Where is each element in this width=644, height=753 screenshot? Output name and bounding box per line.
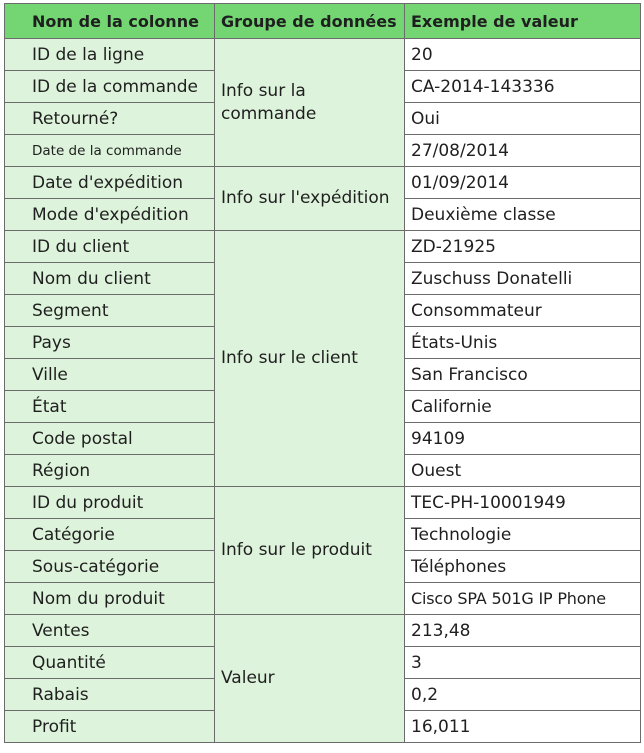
data-group-cell: Info sur le produit — [215, 487, 405, 615]
example-value-cell: Deuxième classe — [405, 199, 641, 231]
data-dictionary-table — [4, 3, 641, 743]
column-name-cell: Sous-catégorie — [5, 551, 215, 583]
column-name-cell: Date d'expédition — [5, 167, 215, 199]
example-value-cell: 94109 — [405, 423, 641, 455]
example-value-cell: Zuschuss Donatelli — [405, 263, 641, 295]
data-group-cell: Info sur la commande — [215, 39, 405, 167]
data-dictionary-table-container — [4, 3, 641, 743]
column-name-cell: Ville — [5, 359, 215, 391]
table-row — [5, 487, 641, 519]
column-name-cell: Rabais — [5, 679, 215, 711]
table-row — [5, 39, 641, 71]
example-value-cell: 3 — [405, 647, 641, 679]
example-value-cell: 27/08/2014 — [405, 135, 641, 167]
column-name-cell: Segment — [5, 295, 215, 327]
example-value-cell: 213,48 — [405, 615, 641, 647]
column-name-cell: Nom du client — [5, 263, 215, 295]
header-example-value: Exemple de valeur — [405, 4, 641, 39]
column-name-cell: Catégorie — [5, 519, 215, 551]
column-name-cell: Quantité — [5, 647, 215, 679]
column-name-cell: Retourné? — [5, 103, 215, 135]
column-name-cell: État — [5, 391, 215, 423]
column-name-cell: ID du produit — [5, 487, 215, 519]
data-group-cell: Info sur le client — [215, 231, 405, 487]
example-value-cell: Téléphones — [405, 551, 641, 583]
column-name-cell: ID de la commande — [5, 71, 215, 103]
example-value-cell: 20 — [405, 39, 641, 71]
table-row — [5, 615, 641, 647]
example-value-cell: 0,2 — [405, 679, 641, 711]
example-value-cell: Oui — [405, 103, 641, 135]
column-name-cell: ID de la ligne — [5, 39, 215, 71]
example-value-cell: Californie — [405, 391, 641, 423]
example-value-cell: Technologie — [405, 519, 641, 551]
example-value-cell: TEC-PH-10001949 — [405, 487, 641, 519]
column-name-cell: Profit — [5, 711, 215, 743]
example-value-cell: San Francisco — [405, 359, 641, 391]
example-value-cell: CA-2014-143336 — [405, 71, 641, 103]
header-row — [5, 4, 641, 39]
column-name-cell: Nom du produit — [5, 583, 215, 615]
example-value-cell: Cisco SPA 501G IP Phone — [405, 583, 641, 615]
column-name-cell: ID du client — [5, 231, 215, 263]
data-group-cell: Valeur — [215, 615, 405, 743]
example-value-cell: États-Unis — [405, 327, 641, 359]
example-value-cell: Consommateur — [405, 295, 641, 327]
data-group-cell: Info sur l'expédition — [215, 167, 405, 231]
column-name-cell: Date de la commande — [5, 135, 215, 167]
example-value-cell: 01/09/2014 — [405, 167, 641, 199]
column-name-cell: Ventes — [5, 615, 215, 647]
header-data-group: Groupe de données — [215, 4, 405, 39]
column-name-cell: Mode d'expédition — [5, 199, 215, 231]
column-name-cell: Pays — [5, 327, 215, 359]
column-name-cell: Région — [5, 455, 215, 487]
table-row — [5, 167, 641, 199]
example-value-cell: 16,011 — [405, 711, 641, 743]
example-value-cell: Ouest — [405, 455, 641, 487]
table-body — [5, 39, 641, 743]
example-value-cell: ZD-21925 — [405, 231, 641, 263]
column-name-cell: Code postal — [5, 423, 215, 455]
table-row — [5, 231, 641, 263]
header-column-name: Nom de la colonne — [5, 4, 215, 39]
